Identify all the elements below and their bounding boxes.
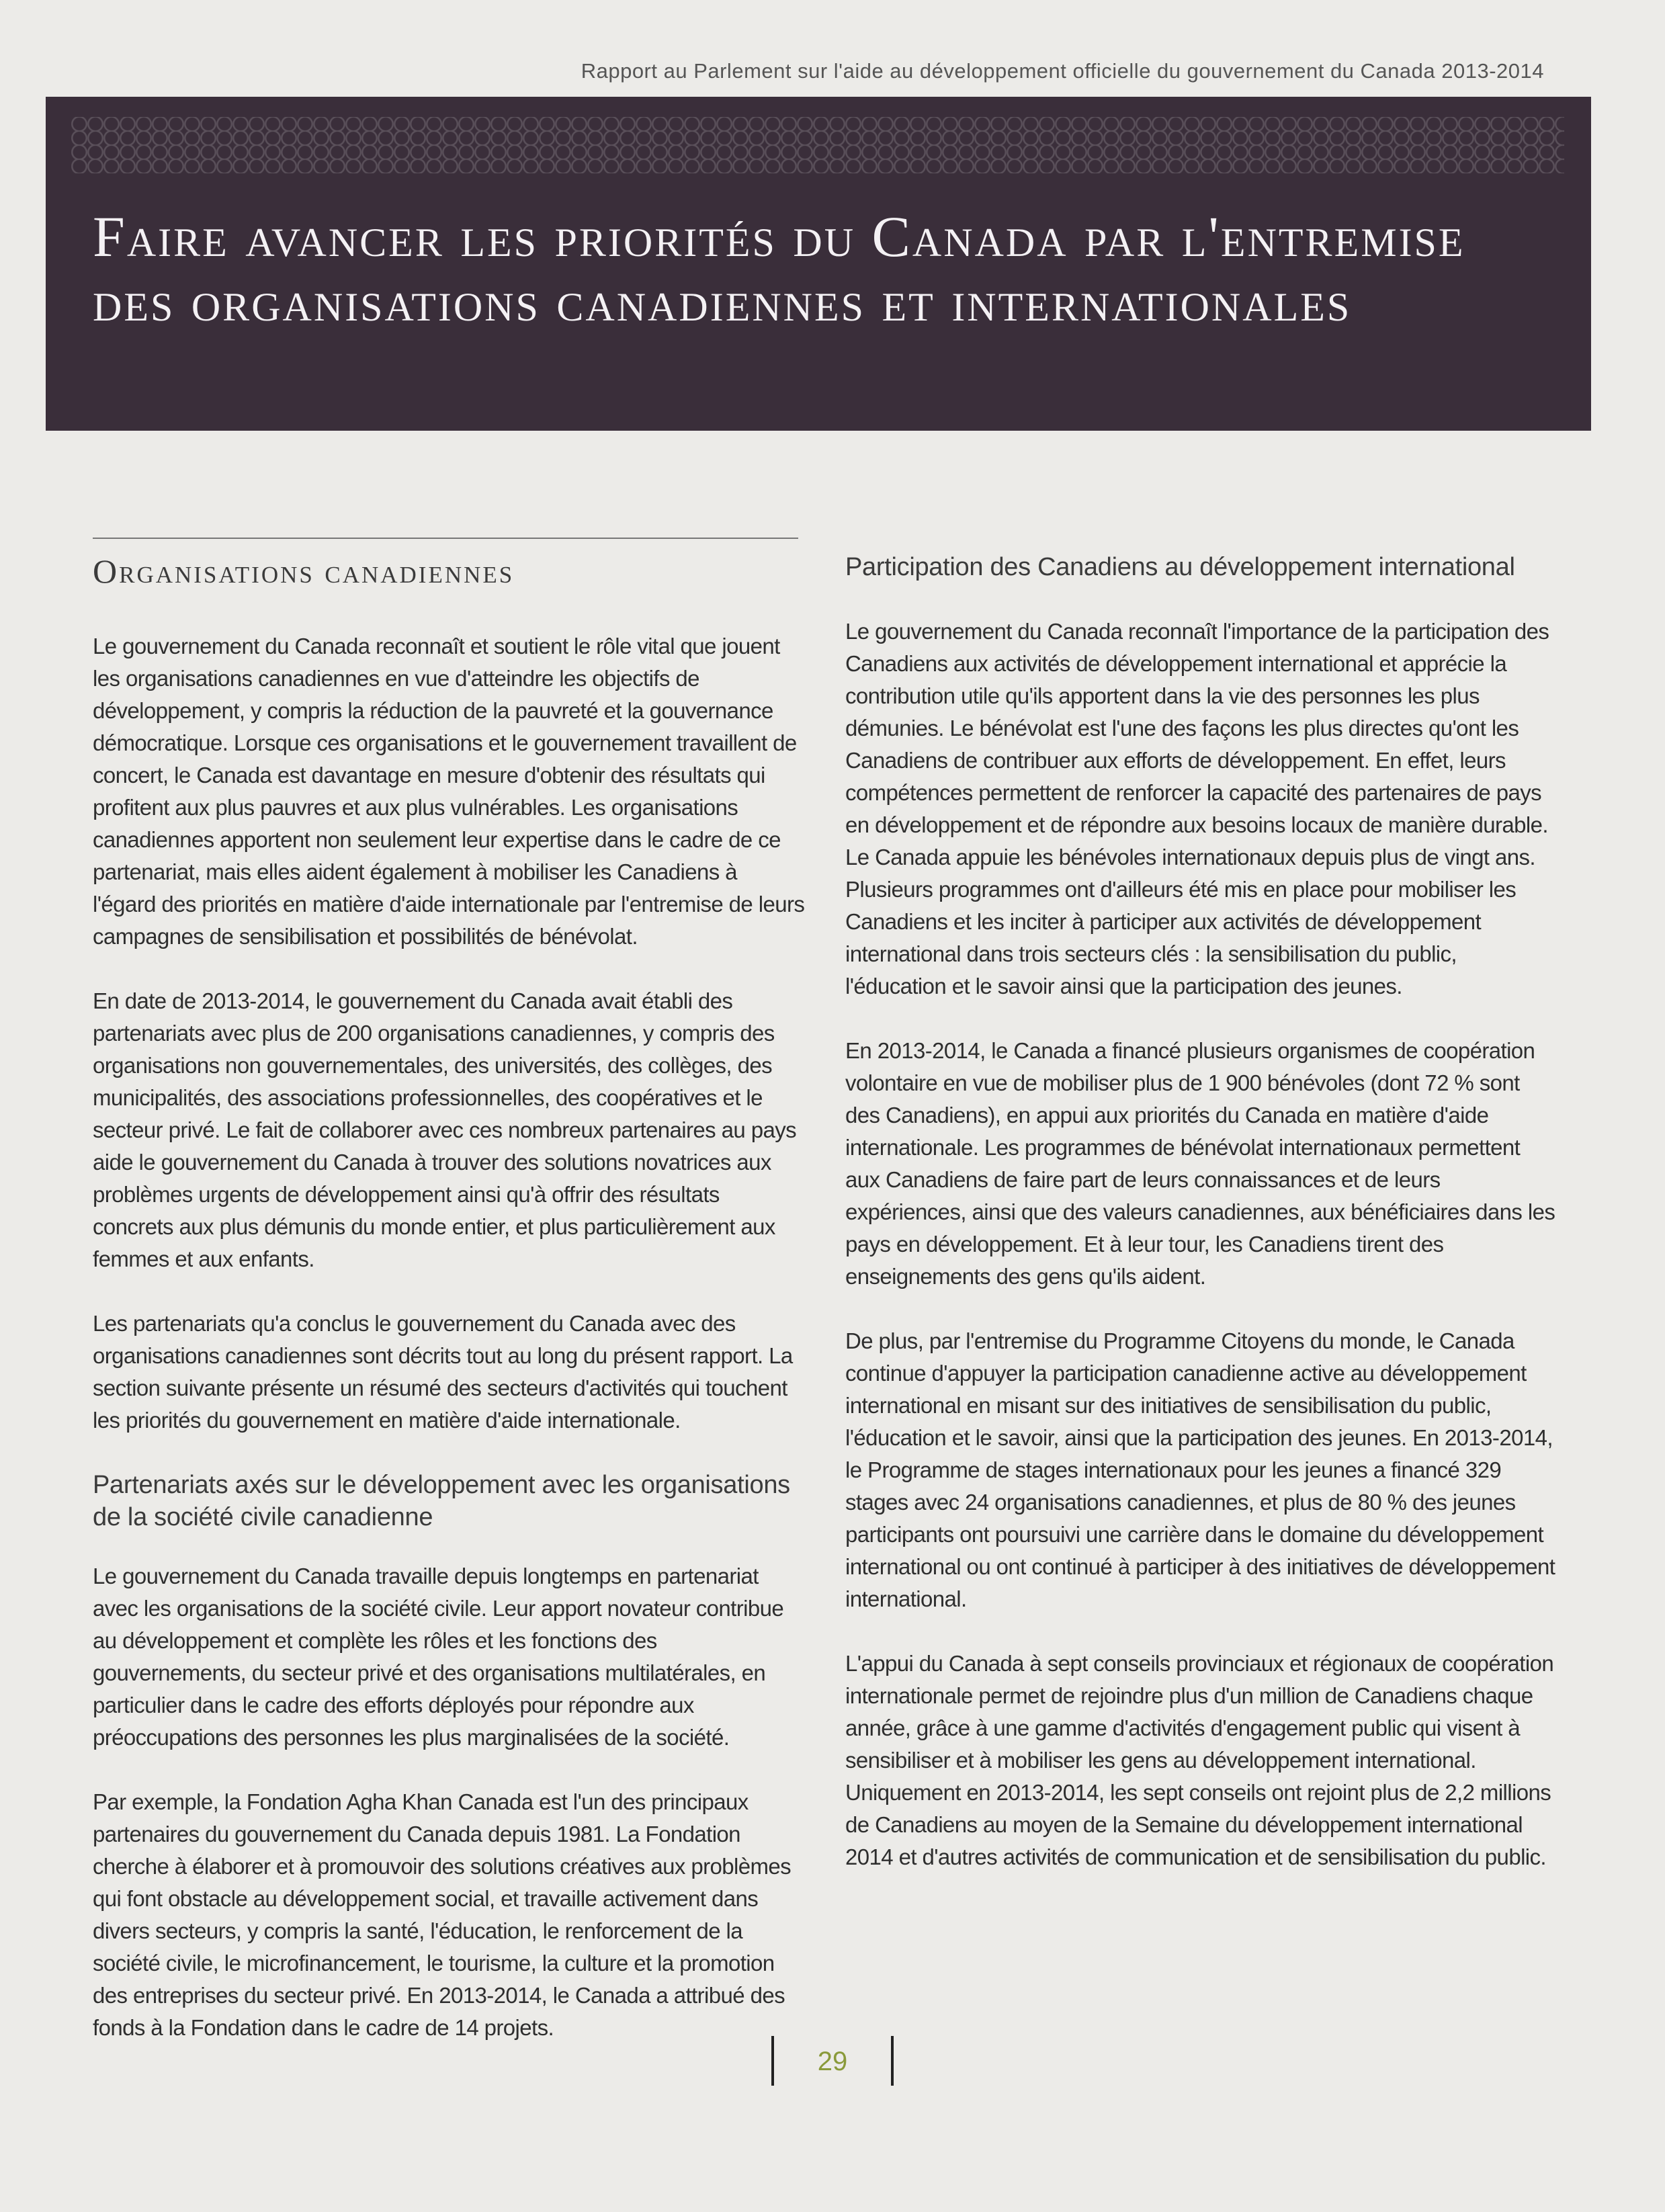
left-column [93,538,805,2076]
paragraph: En date de 2013-2014, le gouvernement du Canada avait établi des partenariats avec plus de 200 organisations canadiennes, y compris des organisations non gouvernementales, des universités, des collèges, des municipalités, des associations professionnelles, des coopératives et le secteur privé. Le fait de collaborer avec ces nombreux partenaires au pays aide le gouvernement du Canada à trouver des solutions novatrices aux problèmes urgents de développement ainsi qu'à offrir des résultats concrets aux plus démunis du monde entier, et plus particulièrement aux femmes et aux enfants. [93,988,797,1271]
section-heading: Organisations canadiennes [93,552,515,590]
section-rule [93,538,798,539]
banner-circle-pattern [71,117,1564,173]
page-number-right-bar [891,2036,894,2086]
subheading: Partenariats axés sur le développement avec les organisations de la société civile canadienne [93,1471,790,1531]
paragraph: L'appui du Canada à sept conseils provinciaux et régionaux de coopération internationale permet de rejoindre plus d'un million de Canadiens chaque année, grâce à une gamme d'activités d'engagement public qui visent à sensibiliser et à mobiliser les gens au développement international. Uniquement en 2013-2014, les sept conseils ont rejoint plus de 2,2 millions de Canadiens au moyen de la Semaine du développement international 2014 et d'autres activités de communication et de sensibilisation du public. [845,1651,1554,1869]
paragraph: Les partenariats qu'a conclus le gouvernement du Canada avec des organisations canadiennes sont décrits tout au long du présent rapport. La section suivante présente un résumé des secteurs d'activités qui touchent les priorités du gouvernement en matière d'aide internationale. [93,1311,793,1433]
paragraph: De plus, par l'entremise du Programme Citoyens du monde, le Canada continue d'appuyer la participation canadienne active au développement international en misant sur des initiatives de sensibilisation du public, l'éducation et le savoir, ainsi que la participation des jeunes. En 2013-2014, le Programme de stages internationaux pour les jeunes a financé 329 stages avec 24 organisations canadiennes, et plus de 80 % des jeunes participants ont poursuivi une carrière dans le domaine du développement international ou ont continué à participer à des initiatives de développement international. [845,1328,1555,1611]
paragraph: Le gouvernement du Canada reconnaît et soutient le rôle vital que jouent les organisations canadiennes en vue d'atteindre les objectifs de développement, y compris la réduction de la pauvreté et la gouvernance démocratique. Lorsque ces organisations et le gouvernement travaillent de concert, le Canada est davantage en mesure d'obtenir des résultats qui profitent aux plus pauvres et aux plus vulnérables. Les organisations canadiennes apportent non seulement leur expertise dans le cadre de ce partenariat, mais elles aident également à mobiliser les Canadiens à l'égard des priorités en matière d'aide internationale par l'entremise de leurs campagnes de sensibilisation et possibilités de bénévolat. [93,634,805,949]
paragraph: Le gouvernement du Canada travaille depuis longtemps en partenariat avec les organisations de la société civile. Leur apport novateur contribue au développement et complète les rôles et les fonctions des gouvernements, du secteur privé et des organisations multilatérales, en particulier dans le cadre des efforts déployés pour répondre aux préoccupations des personnes les plus marginalisées de la société. [93,1564,784,1750]
paragraph: Le gouvernement du Canada reconnaît l'importance de la participation des Canadiens aux activités de développement international et apprécie la contribution utile qu'ils apportent dans la vie des personnes les plus démunies. Le bénévolat est l'une des façons les plus directes qu'ont les Canadiens de contribuer aux efforts de développement. En effet, leurs compétences permettent de renforcer la capacité des partenaires de pays en développement et de répondre aux besoins locaux de manière durable. Le Canada appuie les bénévoles internationaux depuis plus de vingt ans. Plusieurs programmes ont d'ailleurs été mis en place pour mobiliser les Canadiens et les inciter à participer aux activités de développement international dans trois secteurs clés : la sensibilisation du public, l'éducation et le savoir ainsi que la participation des jeunes. [845,619,1549,998]
right-column [845,538,1557,1906]
subheading: Participation des Canadiens au développement international [845,553,1515,581]
paragraph: En 2013-2014, le Canada a financé plusieurs organismes de coopération volontaire en vue de mobiliser plus de 1 900 bénévoles (dont 72 % sont des Canadiens), en appui aux priorités du Canada en matière d'aide internationale. Les programmes de bénévolat internationaux permettent aux Canadiens de faire part de leurs connaissances et de leurs expériences, ainsi que des valeurs canadiennes, aux bénéficiaires dans les pays en développement. Et à leur tour, les Canadiens tirent des enseignements des gens qu'ils aident. [845,1038,1555,1289]
running-header: Rapport au Parlement sur l'aide au développement officielle du gouvernement du Canada 2013-2014 [581,59,1544,83]
paragraph: Par exemple, la Fondation Agha Khan Canada est l'un des principaux partenaires du gouvernement du Canada depuis 1981. La Fondation cherche à élaborer et à promouvoir des solutions créatives aux problèmes qui font obstacle au développement social, et travaille activement dans divers secteurs, y compris la santé, l'éducation, le renforcement de la société civile, le microfinancement, le tourisme, la culture et la promotion des entreprises du secteur privé. En 2013-2014, le Canada a attribué des fonds à la Fondation dans le cadre de 14 projets. [93,1789,792,2040]
title-banner [46,97,1591,431]
page-number: 29 [817,2046,848,2076]
page-title: Faire avancer les priorités du Canada par l'entremise des organisations canadiennes et internationales [93,204,1465,333]
